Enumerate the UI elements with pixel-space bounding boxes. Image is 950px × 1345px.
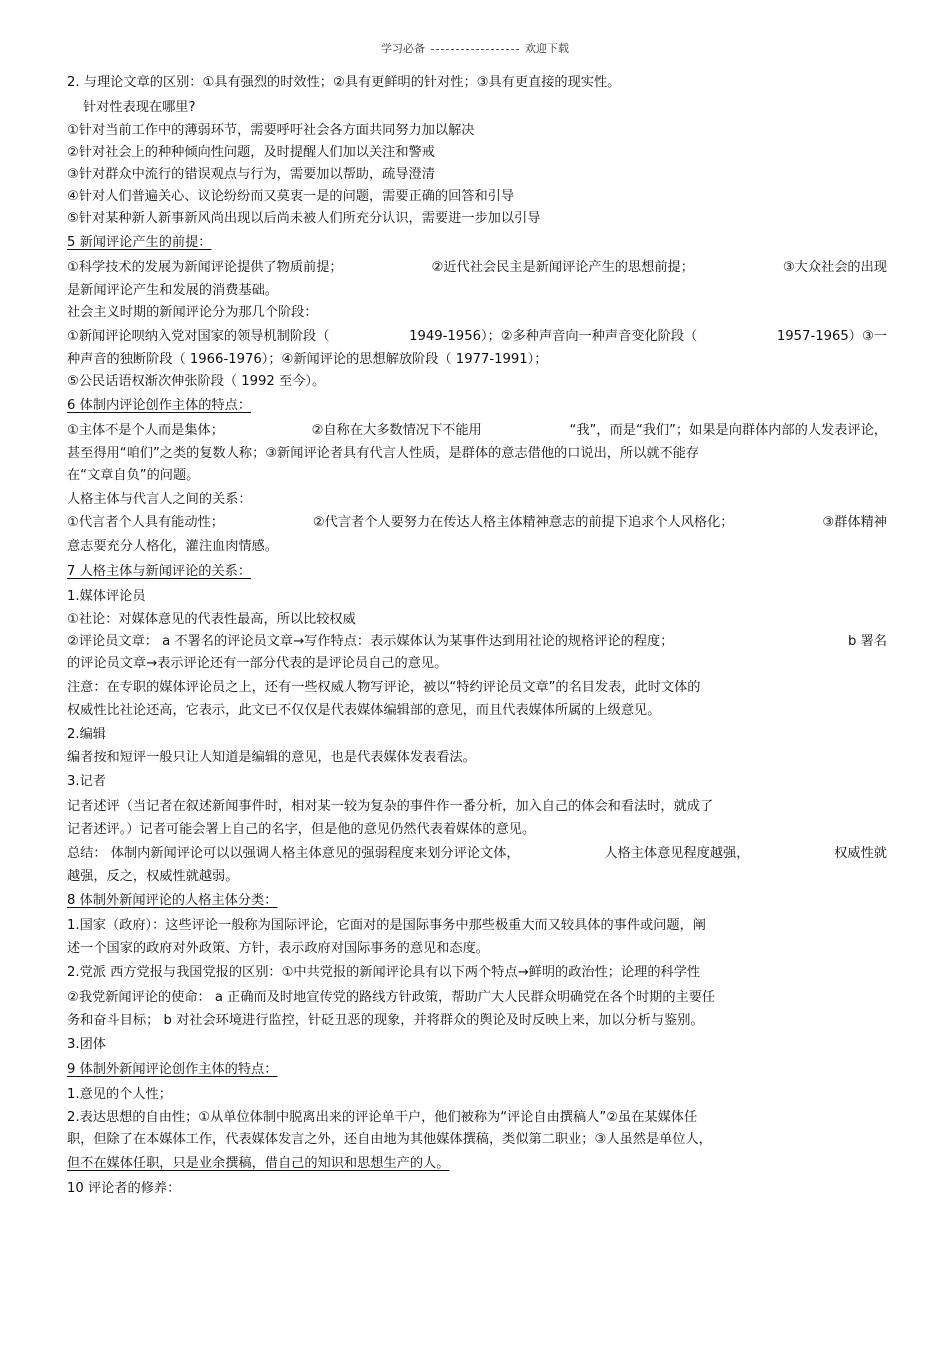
text-segment: 务和奋斗目标； b 对社会环境进行监控，针砭丑恶的现象，并将群众的舆论及时反映上来，加以分析与鉴别。 [67, 1013, 704, 1028]
text-line [67, 120, 887, 142]
text-line [67, 866, 887, 888]
text-segment: 1.国家（政府）：这些评论一般称为国际评论，它面对的是国际事务中那些极重大而又较具体的事件或问题，阐 [67, 918, 706, 933]
text-segment: 但不在媒体任职，只是业余撰稿，借自己的知识和思想生产的人。 [67, 1156, 450, 1171]
text-segment: 是新闻评论产生和发展的消费基础。 [67, 283, 278, 298]
text-segment: “我”，而是“我们”；如果是向群体内部的人发表评论， [569, 423, 887, 438]
text-line [67, 722, 887, 747]
text-line [67, 302, 887, 324]
text-segment: 1949-1956）；②多种声音向一种声音变化阶段（ [409, 329, 698, 344]
text-line [67, 349, 887, 371]
text-segment: 人格主体与代言人之间的关系： [67, 492, 252, 507]
text-segment: 记者述评。）记者可能会署上自己的名字，但是他的意见仍然代表着媒体的意见。 [67, 822, 536, 837]
text-line [67, 747, 887, 769]
text-segment: 2. 与理论文章的区别：①具有强烈的时效性；②具有更鲜明的针对性；③具有更直接的现实性。 [67, 75, 621, 90]
text-line [67, 1010, 887, 1032]
text-segment: 意志要充分人格化，灌注血肉情感。 [67, 539, 278, 554]
text-segment: 越强，反之，权威性就越弱。 [67, 869, 239, 884]
text-line [67, 1129, 887, 1151]
text-segment: 5 新闻评论产生的前提： [67, 235, 212, 250]
text-line [67, 465, 887, 487]
text-segment: 2.编辑 [67, 727, 106, 742]
text-line [67, 487, 887, 512]
text-segment: 权威性就 [834, 846, 887, 861]
text-line [67, 280, 887, 302]
section-heading [67, 888, 887, 913]
text-segment: ①科学技术的发展为新闻评论提供了物质前提； [67, 260, 343, 275]
text-segment: ⑤针对某种新人新事新风尚出现以后尚未被人们所充分认识，需要进一步加以引导 [67, 211, 541, 226]
text-line [67, 512, 887, 534]
text-line [67, 769, 887, 794]
text-line [67, 1082, 887, 1107]
text-segment: 1957-1965）③一 [776, 329, 887, 344]
text-segment: 针对性表现在哪里? [83, 100, 196, 115]
header-divider [431, 49, 519, 50]
text-line [67, 913, 887, 938]
text-segment: 注意：在专职的媒体评论员之上，还有一些权威人物写评论，被以“特约评论员文章”的名目发表，此时文体的 [67, 680, 701, 695]
text-segment: 人格主体意见程度越强， [604, 846, 750, 861]
text-segment: 3.记者 [67, 774, 106, 789]
text-segment: 6 体制内评论创作主体的特点： [67, 398, 252, 413]
text-segment: 2.党派 西方党报与我国党报的区别：①中共党报的新闻评论具有以下两个特点→鲜明的政治性；论理的科学性 [67, 965, 701, 980]
text-segment: ②自称在大多数情况下不能用 [311, 423, 482, 438]
text-segment: 职，但除了在本媒体工作，代表媒体发言之外，还自由地为其他媒体撰稿，类似第二职业；③人虽然是单位人， [67, 1132, 712, 1147]
document-body [67, 70, 887, 1201]
text-line [67, 95, 887, 120]
text-segment: 7 人格主体与新闻评论的关系： [67, 564, 252, 579]
text-line [67, 653, 887, 675]
text-line [67, 324, 887, 349]
text-segment: 述一个国家的政府对外政策、方针，表示政府对国际事务的意见和态度。 [67, 941, 489, 956]
text-segment: ①社论：对媒体意见的代表性最高，所以比较权威 [67, 612, 356, 627]
text-segment: 编者按和短评一般只让人知道是编辑的意见，也是代表媒体发表看法。 [67, 750, 476, 765]
text-segment: 10 评论者的修养： [67, 1181, 181, 1196]
section-heading [67, 393, 887, 418]
text-line [67, 584, 887, 609]
text-segment: ③针对群众中流行的错误观点与行为，需要加以帮助，疏导澄清 [67, 167, 435, 182]
text-line [67, 1107, 887, 1129]
text-segment: ④针对人们普遍关心、议论纷纷而又莫衷一是的问题，需要正确的回答和引导 [67, 189, 515, 204]
text-segment: ②近代社会民主是新闻评论产生的思想前提； [431, 260, 694, 275]
text-line [67, 1176, 887, 1201]
text-line [67, 208, 887, 230]
text-segment: ②代言者个人要努力在传达人格主体精神意志的前提下追求个人风格化； [312, 515, 734, 530]
text-segment: 权威性比社论还高，它表示，此文已不仅仅是代表媒体编辑部的意见，而且代表媒体所属的上级意见。 [67, 703, 661, 718]
text-line [67, 443, 887, 465]
text-segment: 在“文章自负”的问题。 [67, 468, 200, 483]
text-segment: 种声音的独断阶段（ 1966-1976）；④新闻评论的思想解放阶段（ 1977-1991）； [67, 352, 548, 367]
text-line [67, 938, 887, 960]
section-heading [67, 1057, 887, 1082]
text-segment: 的评论员文章→表示评论还有一部分代表的是评论员自己的意见。 [67, 656, 448, 671]
text-line [67, 534, 887, 559]
text-line [67, 794, 887, 819]
text-segment: ③大众社会的出现 [782, 260, 887, 275]
text-line [67, 675, 887, 700]
text-line [67, 631, 887, 653]
page-header [0, 40, 950, 56]
text-segment: 记者述评（当记者在叙述新闻事件时，相对某一较为复杂的事件作一番分析，加入自己的体会和看法时，就成了 [67, 799, 714, 814]
text-segment: ①针对当前工作中的薄弱环节，需要呼吁社会各方面共同努力加以解决 [67, 123, 475, 138]
header-left: 学习必备 [381, 42, 425, 55]
text-segment: ⑤公民话语权渐次伸张阶段（ 1992 至今）。 [67, 374, 326, 389]
text-line [67, 142, 887, 164]
text-line [67, 985, 887, 1010]
text-segment: ①主体不是个人而是集体； [67, 423, 224, 438]
text-line [67, 960, 887, 985]
section-heading [67, 559, 887, 584]
text-segment: b 署名 [848, 634, 887, 649]
text-segment: 3.团体 [67, 1037, 106, 1052]
text-line [67, 418, 887, 443]
text-segment: 社会主义时期的新闻评论分为那几个阶段： [67, 305, 318, 320]
text-segment: 甚至得用“咱们”之类的复数人称；③新闻评论者具有代言人性质，是群体的意志借他的口说出，所以就不能存 [67, 446, 700, 461]
text-line [67, 255, 887, 280]
text-segment: 总结： 体制内新闻评论可以以强调人格主体意见的强弱程度来划分评论文体， [67, 846, 520, 861]
text-line [67, 70, 887, 95]
text-segment: 8 体制外新闻评论的人格主体分类： [67, 893, 278, 908]
section-heading [67, 1151, 887, 1176]
text-line [67, 1032, 887, 1057]
text-line [67, 164, 887, 186]
section-heading [67, 230, 887, 255]
text-segment: 1.媒体评论员 [67, 589, 146, 604]
header-right: 欢迎下载 [525, 42, 569, 55]
text-line [67, 371, 887, 393]
text-line [67, 819, 887, 841]
text-segment: ②针对社会上的种种倾向性问题，及时提醒人们加以关注和警戒 [67, 145, 435, 160]
text-segment: 2.表达思想的自由性；①从单位体制中脱离出来的评论单干户，他们被称为“评论自由撰稿人”②虽在某媒体任 [67, 1110, 698, 1125]
text-segment: ③群体精神 [822, 515, 887, 530]
text-segment: ②评论员文章： a 不署名的评论员文章→写作特点：表示媒体认为某事件达到用社论的规格评论的程度； [67, 634, 674, 649]
text-line [67, 186, 887, 208]
text-line [67, 700, 887, 722]
text-segment: ①新闻评论呗纳入党对国家的领导机制阶段（ [67, 329, 330, 344]
text-segment: ①代言者个人具有能动性； [67, 515, 224, 530]
text-line [67, 841, 887, 866]
text-line [67, 609, 887, 631]
text-segment: ②我党新闻评论的使命： a 正确而及时地宣传党的路线方针政策，帮助广大人民群众明确党在各个时期的主要任 [67, 990, 716, 1005]
text-segment: 1.意见的个人性； [67, 1087, 172, 1102]
text-segment: 9 体制外新闻评论创作主体的特点： [67, 1062, 278, 1077]
